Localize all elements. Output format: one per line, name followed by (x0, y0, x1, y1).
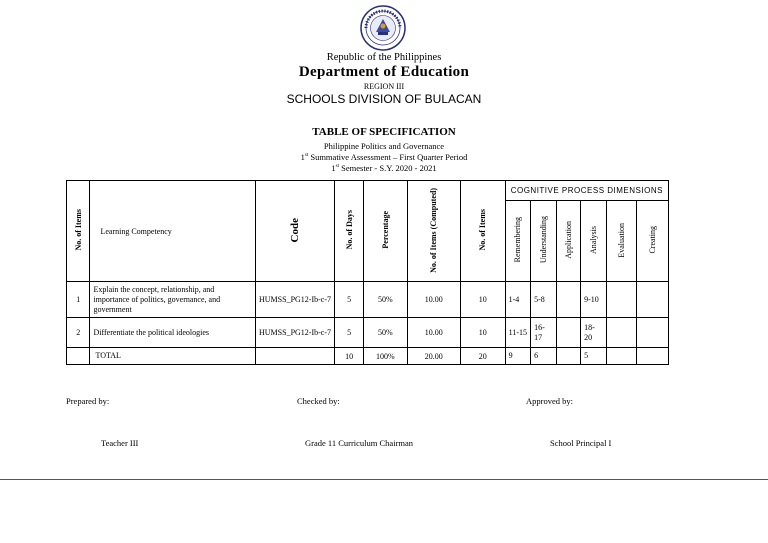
computed-items-header: No. of Items (Computed) (407, 181, 460, 282)
application-cell (556, 282, 580, 318)
total-understanding: 6 (531, 348, 557, 365)
row-number: 2 (67, 318, 90, 348)
remembering-cell: 11-15 (505, 318, 531, 348)
percentage-header: Percentage (363, 181, 407, 282)
evaluation-header: Evaluation (606, 201, 637, 282)
semester-line: 1st Semester - S.Y. 2020 - 2021 (331, 163, 437, 173)
checked-by-title: Grade 11 Curriculum Chairman (305, 438, 414, 448)
evaluation-cell (606, 318, 637, 348)
total-percentage: 100% (363, 348, 407, 365)
division-line: SCHOOLS DIVISION OF BULACAN (286, 92, 482, 106)
computed-cell: 10.00 (407, 318, 460, 348)
total-row (67, 348, 669, 365)
remembering-cell: 1-4 (505, 282, 531, 318)
prepared-by-label: Prepared by: (66, 396, 110, 406)
understanding-header: Understanding (531, 201, 557, 282)
analysis-cell: 9-10 (581, 282, 607, 318)
no-items-header: No. of Items (67, 181, 90, 282)
prepared-by-title: Teacher III (101, 438, 139, 448)
table-row (67, 318, 669, 348)
percentage-cell: 50% (363, 282, 407, 318)
code-cell: HUMSS_PG12-Ib-c-7 (255, 282, 335, 318)
total-analysis: 5 (581, 348, 607, 365)
competency-cell: Differentiate the political ideologies (90, 318, 255, 348)
specification-table (66, 180, 669, 365)
days-header: No. of Days (335, 181, 364, 282)
total-items: 20 (460, 348, 505, 365)
region-line: REGION III (363, 82, 405, 91)
approved-by-title: School Principal I (550, 438, 612, 448)
page-divider (0, 479, 768, 480)
creating-cell (637, 282, 669, 318)
checked-by-label: Checked by: (297, 396, 340, 406)
analysis-cell: 18-20 (581, 318, 607, 348)
table-row (67, 282, 669, 318)
table-header-row (67, 181, 669, 201)
row-number: 1 (67, 282, 90, 318)
items-header: No. of Items (460, 181, 505, 282)
total-computed: 20.00 (407, 348, 460, 365)
understanding-cell: 16-17 (531, 318, 557, 348)
deped-seal-logo (360, 5, 406, 51)
creating-cell (637, 318, 669, 348)
remembering-header: Remembering (505, 201, 531, 282)
analysis-header: Analysis (581, 201, 607, 282)
assessment-line: 1st Summative Assessment – First Quarter Period (300, 152, 468, 162)
document-title: TABLE OF SPECIFICATION (312, 126, 456, 138)
cognitive-dimensions-header: COGNITIVE PROCESS DIMENSIONS (505, 181, 668, 201)
creating-header: Creating (637, 201, 669, 282)
approved-by-label: Approved by: (526, 396, 573, 406)
days-cell: 5 (335, 282, 364, 318)
total-days: 10 (335, 348, 364, 365)
total-remembering: 9 (505, 348, 531, 365)
items-cell: 10 (460, 318, 505, 348)
competency-cell: Explain the concept, relationship, and importance of politics, governance, and government (90, 282, 255, 318)
learning-competency-header: Learning Competency (90, 181, 255, 282)
application-header: Application (556, 201, 580, 282)
evaluation-cell (606, 282, 637, 318)
department-name: Department of Education (298, 64, 470, 80)
total-label: TOTAL (90, 348, 255, 365)
code-header: Code (255, 181, 335, 282)
percentage-cell: 50% (363, 318, 407, 348)
subject-line: Philippine Politics and Governance (323, 141, 445, 151)
computed-cell: 10.00 (407, 282, 460, 318)
items-cell: 10 (460, 282, 505, 318)
code-cell: HUMSS_PG12-Ib-c-7 (255, 318, 335, 348)
application-cell (556, 318, 580, 348)
days-cell: 5 (335, 318, 364, 348)
republic-line: Republic of the Philippines (326, 52, 442, 63)
understanding-cell: 5-8 (531, 282, 557, 318)
